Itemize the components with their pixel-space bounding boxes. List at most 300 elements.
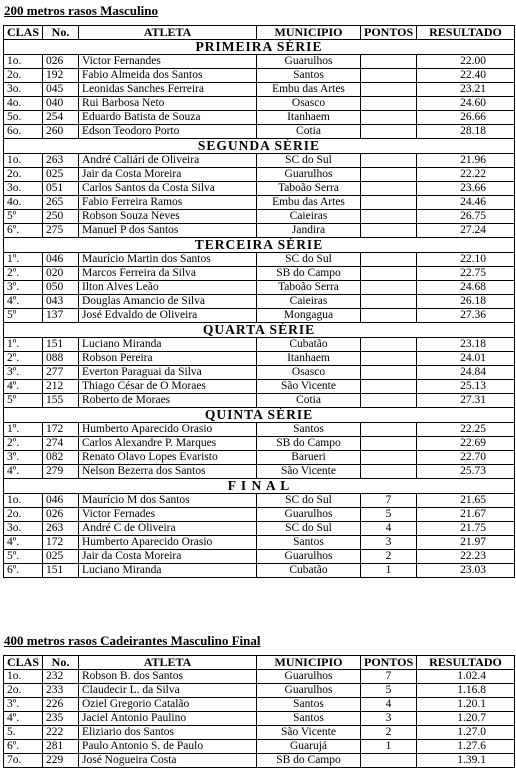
number-cell: 226 [43,698,79,712]
pontos-cell [361,182,417,196]
pontos-cell [361,69,417,83]
pontos-cell [361,754,417,768]
column-header: ATLETA [79,656,257,670]
number-cell: 040 [43,97,79,111]
municipio-cell: Cubatão [257,338,361,352]
resultado-cell: 1.27.6 [417,740,515,754]
clas-cell: 1º. [4,253,43,267]
pontos-cell [361,309,417,323]
column-header: No. [43,656,79,670]
athlete-cell: Robson B. dos Santos [79,670,257,684]
table-row [4,83,515,97]
athlete-cell: Victor Fernades [79,508,257,522]
series-heading: PRIMEIRA SÉRIE [4,40,515,55]
number-cell: 172 [43,423,79,437]
table-row [4,125,515,139]
column-header: No. [43,26,79,40]
clas-cell: 4º. [4,536,43,550]
event-title-200m: 200 metros rasos Masculino [4,3,158,18]
pontos-cell: 1 [361,740,417,754]
clas-cell: 6º. [4,224,43,238]
pontos-cell: 3 [361,536,417,550]
table-row [4,536,515,550]
table-header-row [4,26,515,40]
pontos-cell [361,97,417,111]
pontos-cell: 7 [361,494,417,508]
athlete-cell: Everton Paraguai da Silva [79,366,257,380]
clas-cell: 2o. [4,69,43,83]
column-header: RESULTADO [417,656,515,670]
resultado-cell: 22.25 [417,423,515,437]
resultado-cell: 22.69 [417,437,515,451]
pontos-cell: 2 [361,550,417,564]
pontos-cell [361,125,417,139]
athlete-cell: Humberto Aparecido Orasio [79,536,257,550]
resultado-cell: 21.97 [417,536,515,550]
table-row [4,154,515,168]
municipio-cell: Cotia [257,125,361,139]
athlete-cell: André C de Oliveira [79,522,257,536]
resultado-cell: 27.24 [417,224,515,238]
resultado-cell: 22.70 [417,451,515,465]
clas-cell: 7o. [4,754,43,768]
table-row [4,210,515,224]
column-header: CLAS [4,656,43,670]
pontos-cell: 5 [361,684,417,698]
resultado-cell: 1.39.1 [417,754,515,768]
municipio-cell: SB do Campo [257,754,361,768]
number-cell: 151 [43,338,79,352]
athlete-cell: Thiago César de O Moraes [79,380,257,394]
series-heading: F I N A L [4,479,515,494]
resultado-cell: 21.75 [417,522,515,536]
number-cell: 051 [43,182,79,196]
table-row [4,168,515,182]
table-row [4,111,515,125]
clas-cell: 5. [4,726,43,740]
clas-cell: 6o. [4,125,43,139]
pontos-cell [361,253,417,267]
pontos-cell [361,168,417,182]
athlete-cell: Maurício M dos Santos [79,494,257,508]
table-row [4,451,515,465]
athlete-cell: Maurício Martin dos Santos [79,253,257,267]
pontos-cell [361,380,417,394]
resultado-cell: 1.16.8 [417,684,515,698]
resultado-cell: 22.00 [417,55,515,69]
resultado-cell: 28.18 [417,125,515,139]
pontos-cell [361,224,417,238]
clas-cell: 5º [4,309,43,323]
table-row [4,698,515,712]
table-row [4,182,515,196]
clas-cell: 5º [4,210,43,224]
table-row [4,726,515,740]
municipio-cell: Taboão Serra [257,182,361,196]
table-row [4,394,515,408]
clas-cell: 3o. [4,182,43,196]
municipio-cell: SC do Sul [257,494,361,508]
clas-cell: 2o. [4,168,43,182]
number-cell: 263 [43,154,79,168]
table-row [4,196,515,210]
number-cell: 263 [43,522,79,536]
clas-cell: 3º. [4,698,43,712]
table-row [4,380,515,394]
municipio-cell: SC do Sul [257,154,361,168]
table-row [4,69,515,83]
column-header: CLAS [4,26,43,40]
results-table-200m [3,25,515,578]
column-header: RESULTADO [417,26,515,40]
clas-cell: 4º. [4,295,43,309]
athlete-cell: Nelson Bezerra dos Santos [79,465,257,479]
municipio-cell: Caieiras [257,295,361,309]
resultado-cell: 23.18 [417,338,515,352]
athlete-cell: Douglas Amancio de Silva [79,295,257,309]
number-cell: 172 [43,536,79,550]
clas-cell: 6º. [4,564,43,578]
municipio-cell: Barueri [257,451,361,465]
number-cell: 043 [43,295,79,309]
number-cell: 050 [43,281,79,295]
municipio-cell: Jandira [257,224,361,238]
table-row [4,309,515,323]
resultado-cell: 26.18 [417,295,515,309]
column-header: PONTOS [361,656,417,670]
table-row [4,550,515,564]
number-cell: 279 [43,465,79,479]
municipio-cell: Santos [257,69,361,83]
column-header: ATLETA [79,26,257,40]
municipio-cell: Osasco [257,366,361,380]
pontos-cell [361,465,417,479]
table-row [4,564,515,578]
resultado-cell: 27.36 [417,309,515,323]
number-cell: 260 [43,125,79,139]
athlete-cell: Rui Barbosa Neto [79,97,257,111]
municipio-cell: Guarulhos [257,55,361,69]
athlete-cell: Luciano Miranda [79,338,257,352]
number-cell: 277 [43,366,79,380]
number-cell: 046 [43,253,79,267]
pontos-cell [361,366,417,380]
table-row [4,253,515,267]
clas-cell: 1º. [4,338,43,352]
results-table-400m [3,655,515,768]
pontos-cell [361,352,417,366]
pontos-cell [361,338,417,352]
table-row [4,97,515,111]
table-row [4,465,515,479]
series-heading: TERCEIRA SÉRIE [4,238,515,253]
clas-cell: 4º. [4,712,43,726]
resultado-cell: 24.01 [417,352,515,366]
municipio-cell: Itanhaem [257,111,361,125]
clas-cell: 2o. [4,508,43,522]
resultado-cell: 22.22 [417,168,515,182]
pontos-cell [361,281,417,295]
pontos-cell [361,154,417,168]
table-row [4,754,515,768]
athlete-cell: Manuel P dos Santos [79,224,257,238]
series-heading: QUARTA SÉRIE [4,323,515,338]
athlete-cell: Eliziario dos Santos [79,726,257,740]
pontos-cell: 4 [361,698,417,712]
resultado-cell: 25.13 [417,380,515,394]
athlete-cell: Robson Pereira [79,352,257,366]
athlete-cell: Luciano Miranda [79,564,257,578]
number-cell: 192 [43,69,79,83]
athlete-cell: Robson Souza Neves [79,210,257,224]
table-row [4,352,515,366]
number-cell: 088 [43,352,79,366]
resultado-cell: 26.75 [417,210,515,224]
athlete-cell: Edson Teodoro Porto [79,125,257,139]
resultado-cell: 24.60 [417,97,515,111]
clas-cell: 2º. [4,437,43,451]
athlete-cell: Leonidas Sanches Ferreira [79,83,257,97]
number-cell: 235 [43,712,79,726]
number-cell: 250 [43,210,79,224]
clas-cell: 3o. [4,83,43,97]
athlete-cell: Fabio Almeida dos Santos [79,69,257,83]
clas-cell: 5o. [4,111,43,125]
athlete-cell: Renato Olavo Lopes Evaristo [79,451,257,465]
table-row [4,55,515,69]
municipio-cell: Guarulhos [257,168,361,182]
athlete-cell: Paulo Antonio S. de Paulo [79,740,257,754]
clas-cell: 5º [4,394,43,408]
clas-cell: 1o. [4,670,43,684]
athlete-cell: Roberto de Moraes [79,394,257,408]
number-cell: 232 [43,670,79,684]
pontos-cell [361,451,417,465]
clas-cell: 5º. [4,550,43,564]
event-title-400m: 400 metros rasos Cadeirantes Masculino Final [4,633,261,648]
table-row [4,267,515,281]
resultado-cell: 23.21 [417,83,515,97]
athlete-cell: Oziel Gregorio Catalão [79,698,257,712]
municipio-cell: Itanhaem [257,352,361,366]
resultado-cell: 24.84 [417,366,515,380]
clas-cell: 4º. [4,380,43,394]
clas-cell: 2º. [4,352,43,366]
series-heading: SEGUNDA SÉRIE [4,139,515,154]
number-cell: 275 [43,224,79,238]
municipio-cell: Guarujá [257,740,361,754]
athlete-cell: Carlos Santos da Costa Silva [79,182,257,196]
athlete-cell: Ilton Alves Leão [79,281,257,295]
pontos-cell [361,423,417,437]
resultado-cell: 22.40 [417,69,515,83]
municipio-cell: SB do Campo [257,437,361,451]
pontos-cell [361,267,417,281]
municipio-cell: Cubatão [257,564,361,578]
table-row [4,423,515,437]
table-row [4,366,515,380]
municipio-cell: SC do Sul [257,522,361,536]
municipio-cell: Cotia [257,394,361,408]
athlete-cell: Claudecir L. da Silva [79,684,257,698]
series-heading-row [4,139,515,154]
clas-cell: 4º. [4,465,43,479]
pontos-cell: 4 [361,522,417,536]
clas-cell: 1o. [4,154,43,168]
athlete-cell: Victor Fernandes [79,55,257,69]
number-cell: 082 [43,451,79,465]
athlete-cell: Jair da Costa Moreira [79,550,257,564]
resultado-cell: 1.20.7 [417,712,515,726]
municipio-cell: São Vicente [257,465,361,479]
number-cell: 233 [43,684,79,698]
resultado-cell: 21.96 [417,154,515,168]
clas-cell: 3º. [4,451,43,465]
table-row [4,740,515,754]
pontos-cell: 7 [361,670,417,684]
resultado-cell: 23.66 [417,182,515,196]
athlete-cell: Humberto Aparecido Orasio [79,423,257,437]
municipio-cell: Osasco [257,97,361,111]
municipio-cell: Guarulhos [257,684,361,698]
number-cell: 137 [43,309,79,323]
number-cell: 026 [43,55,79,69]
pontos-cell [361,437,417,451]
municipio-cell: Guarulhos [257,508,361,522]
table-row [4,281,515,295]
municipio-cell: Embu das Artes [257,83,361,97]
series-heading: QUINTA SÉRIE [4,408,515,423]
municipio-cell: Santos [257,423,361,437]
clas-cell: 1º. [4,423,43,437]
table-row [4,295,515,309]
number-cell: 155 [43,394,79,408]
table-row [4,224,515,238]
table-row [4,494,515,508]
column-header: MUNICIPIO [257,26,361,40]
athlete-cell: José Edvaldo de Oliveira [79,309,257,323]
number-cell: 229 [43,754,79,768]
pontos-cell [361,210,417,224]
pontos-cell [361,196,417,210]
pontos-cell: 3 [361,712,417,726]
resultado-cell: 24.46 [417,196,515,210]
number-cell: 212 [43,380,79,394]
municipio-cell: São Vicente [257,380,361,394]
resultado-cell: 21.65 [417,494,515,508]
pontos-cell: 1 [361,564,417,578]
series-heading-row [4,479,515,494]
number-cell: 026 [43,508,79,522]
pontos-cell: 5 [361,508,417,522]
clas-cell: 1o. [4,494,43,508]
number-cell: 281 [43,740,79,754]
series-heading-row [4,323,515,338]
clas-cell: 4o. [4,97,43,111]
municipio-cell: SB do Campo [257,267,361,281]
table-row [4,437,515,451]
athlete-cell: Jair da Costa Moreira [79,168,257,182]
clas-cell: 3º. [4,366,43,380]
municipio-cell: Embu das Artes [257,196,361,210]
number-cell: 274 [43,437,79,451]
clas-cell: 6º. [4,740,43,754]
athlete-cell: Jaciel Antonio Paulino [79,712,257,726]
resultado-cell: 21.67 [417,508,515,522]
table-row [4,522,515,536]
municipio-cell: Santos [257,712,361,726]
resultado-cell: 22.10 [417,253,515,267]
municipio-cell: Taboão Serra [257,281,361,295]
table-row [4,508,515,522]
resultado-cell: 26.66 [417,111,515,125]
pontos-cell [361,394,417,408]
municipio-cell: São Vicente [257,726,361,740]
municipio-cell: Caieiras [257,210,361,224]
column-header: PONTOS [361,26,417,40]
number-cell: 265 [43,196,79,210]
pontos-cell [361,295,417,309]
municipio-cell: Santos [257,536,361,550]
number-cell: 025 [43,550,79,564]
resultado-cell: 23.03 [417,564,515,578]
clas-cell: 3o. [4,522,43,536]
table-row [4,684,515,698]
resultado-cell: 1.20.1 [417,698,515,712]
municipio-cell: Guarulhos [257,670,361,684]
resultado-cell: 1.02.4 [417,670,515,684]
table-row [4,712,515,726]
column-header: MUNICIPIO [257,656,361,670]
athlete-cell: José Nogueira Costa [79,754,257,768]
number-cell: 046 [43,494,79,508]
resultado-cell: 1.27.0 [417,726,515,740]
resultado-cell: 22.23 [417,550,515,564]
athlete-cell: Carlos Alexandre P. Marques [79,437,257,451]
pontos-cell: 2 [361,726,417,740]
clas-cell: 1o. [4,55,43,69]
resultado-cell: 25.73 [417,465,515,479]
resultado-cell: 22.75 [417,267,515,281]
resultado-cell: 27.31 [417,394,515,408]
table-header-row [4,656,515,670]
table-row [4,670,515,684]
clas-cell: 2º. [4,267,43,281]
resultado-cell: 24.68 [417,281,515,295]
municipio-cell: SC do Sul [257,253,361,267]
athlete-cell: Marcos Ferreira da Silva [79,267,257,281]
athlete-cell: Eduardo Batista de Souza [79,111,257,125]
pontos-cell [361,83,417,97]
municipio-cell: Santos [257,698,361,712]
number-cell: 045 [43,83,79,97]
series-heading-row [4,238,515,253]
municipio-cell: Mongagua [257,309,361,323]
athlete-cell: André Caliári de Oliveira [79,154,257,168]
series-heading-row [4,40,515,55]
pontos-cell [361,55,417,69]
clas-cell: 4o. [4,196,43,210]
number-cell: 254 [43,111,79,125]
clas-cell: 3º. [4,281,43,295]
number-cell: 025 [43,168,79,182]
pontos-cell [361,111,417,125]
number-cell: 151 [43,564,79,578]
number-cell: 020 [43,267,79,281]
athlete-cell: Fabio Ferreira Ramos [79,196,257,210]
municipio-cell: Guarulhos [257,550,361,564]
table-row [4,338,515,352]
